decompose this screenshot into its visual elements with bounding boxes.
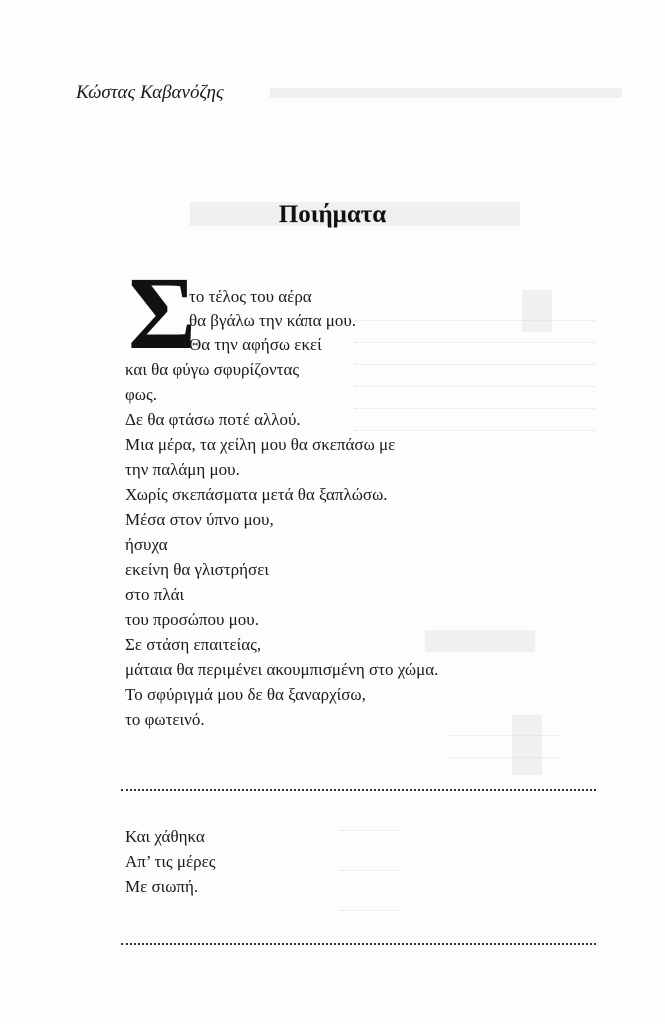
bleed-through-initial-block (522, 290, 552, 332)
poem-line: Δε θα φτάσω ποτέ αλλού. (125, 410, 301, 429)
poem-line: και θα φύγω σφυρίζοντας (125, 360, 300, 379)
poem-line: φως. (125, 385, 157, 404)
poem-line: Το σφύριγμά μου δε θα ξαναρχίσω, (125, 685, 366, 704)
bleed-through-line (355, 364, 595, 366)
bleed-through-line (450, 757, 560, 759)
poem-line: μάταια θα περιμένει ακουμπισμένη στο χώμα. (125, 660, 439, 679)
bleed-through-line (355, 386, 595, 388)
poem-line: Και χάθηκα (125, 827, 205, 846)
bleed-through-line (340, 870, 400, 872)
poem-line: Μια μέρα, τα χείλη μου θα σκεπάσω με (125, 435, 396, 454)
poem-title: Ποιήματα (278, 201, 387, 228)
bleed-through-header-rule (270, 88, 622, 98)
bleed-through-line (355, 430, 595, 432)
poem-line: θα βγάλω την κάπα μου. (189, 311, 357, 330)
poem-line: Με σιωπή. (125, 877, 199, 896)
bleed-through-line (355, 342, 595, 344)
dotted-separator (121, 943, 596, 945)
bleed-through-line (355, 408, 595, 410)
poem-line: του προσώπου μου. (125, 610, 259, 629)
dotted-separator (121, 789, 596, 791)
poem-line: ήσυχα (125, 535, 168, 554)
poem-line: εκείνη θα γλιστρήσει (125, 560, 269, 579)
bleed-through-line (450, 735, 560, 737)
bleed-through-heading-block (425, 630, 535, 652)
bleed-through-initial-block (512, 715, 542, 775)
poem-line: στο πλάι (125, 585, 185, 604)
poem-line: την παλάμη μου. (125, 460, 240, 479)
poem-line: Χωρίς σκεπάσματα μετά θα ξαπλώσω. (125, 485, 388, 504)
poem-line: το τέλος του αέρα (189, 287, 312, 306)
poem-line: Μέσα στον ύπνο μου, (125, 510, 274, 529)
author-name: Κώστας Καβανόζης (76, 82, 224, 103)
poem-line: Θα την αφήσω εκεί (189, 335, 322, 354)
poem-line: το φωτεινό. (125, 710, 205, 729)
drop-cap-letter: Σ (128, 256, 196, 371)
bleed-through-line (355, 320, 595, 322)
poem-line: Απ’ τις μέρες (125, 852, 216, 871)
poem-line: Σε στάση επαιτείας, (125, 635, 262, 654)
bleed-through-line (340, 910, 400, 912)
bleed-through-line (340, 830, 400, 832)
